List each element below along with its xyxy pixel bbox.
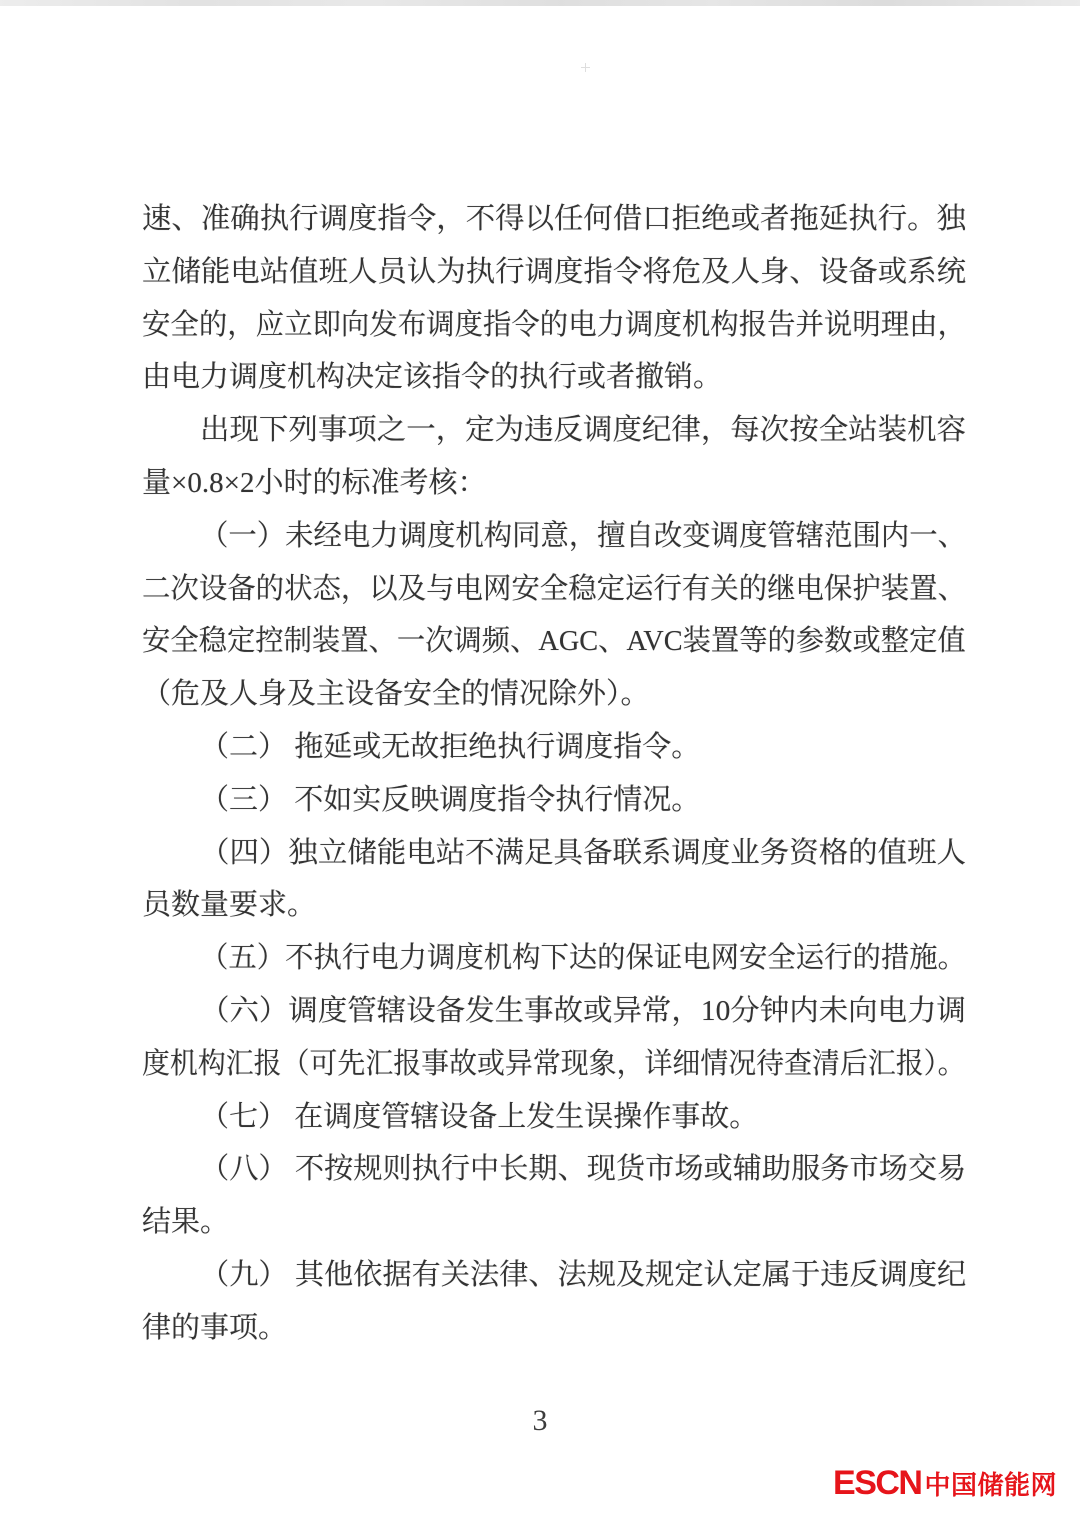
text-line — [142, 1143, 966, 1196]
text-line — [142, 563, 966, 616]
text-line-content: （一）未经电力调度机构同意，擅自改变调度管辖范围内一、 — [200, 519, 967, 552]
text-line — [142, 774, 966, 827]
text-line — [142, 668, 966, 721]
text-line-content: （三） 不如实反映调度指令执行情况。 — [200, 783, 701, 816]
text-line — [142, 299, 966, 352]
text-line — [142, 193, 966, 246]
text-line — [142, 1091, 966, 1144]
text-line-content: 立储能电站值班人员认为执行调度指令将危及人身、设备或系统 — [142, 255, 967, 288]
text-line-content: 二次设备的状态，以及与电网安全稳定运行有关的继电保护装置、 — [142, 572, 967, 605]
text-line-content: 结果。 — [142, 1206, 230, 1239]
text-line — [142, 1196, 966, 1249]
escn-logo-text: ESCN — [833, 1464, 922, 1502]
text-line-content: （四）独立储能电站不满足具备联系调度业务资格的值班人 — [200, 836, 967, 869]
text-line-content: 度机构汇报（可先汇报事故或异常现象，详细情况待查清后汇报）。 — [142, 1047, 966, 1080]
escn-site-name: 中国储能网 — [924, 1470, 1057, 1500]
text-line — [142, 879, 966, 932]
scan-edge-artifact — [0, 0, 1080, 6]
text-line-content: 安全稳定控制装置、一次调频、AGC、AVC装置等的参数或整定值 — [142, 625, 966, 658]
text-line — [142, 721, 966, 774]
text-line-content: 量×0.8×2小时的标准考核： — [142, 466, 487, 499]
text-line-content: 速、准确执行调度指令，不得以任何借口拒绝或者拖延执行。独 — [142, 203, 967, 235]
text-line-content: 律的事项。 — [142, 1311, 288, 1344]
text-line — [142, 1249, 966, 1302]
document-body — [142, 193, 966, 1355]
scan-speck — [581, 63, 590, 72]
text-line-content: （六）调度管辖设备发生事故或异常，10分钟内未向电力调 — [200, 994, 967, 1027]
text-line — [142, 351, 966, 404]
text-line — [142, 457, 966, 510]
text-line-content: （五）不执行电力调度机构下达的保证电网安全运行的措施。 — [200, 942, 967, 975]
text-line-content: （危及人身及主设备安全的情况除外）。 — [142, 678, 650, 711]
escn-watermark — [833, 1466, 1057, 1500]
text-line-content: （七） 在调度管辖设备上发生误操作事故。 — [200, 1100, 759, 1133]
text-line-content: 员数量要求。 — [142, 889, 317, 922]
text-line-content: （八） 不按规则执行中长期、现货市场或辅助服务市场交易 — [200, 1153, 967, 1186]
text-line-content: （二） 拖延或无故拒绝执行调度指令。 — [200, 730, 701, 763]
text-line — [142, 510, 966, 563]
text-line — [142, 1038, 966, 1091]
page-number: 3 — [532, 1404, 548, 1437]
text-line — [142, 932, 966, 985]
text-line — [142, 1302, 966, 1355]
text-line — [142, 827, 966, 880]
text-line-content: 出现下列事项之一，定为违反调度纪律，每次按全站装机容 — [200, 414, 967, 447]
text-line-content: 安全的，应立即向发布调度指令的电力调度机构报告并说明理由， — [142, 308, 967, 341]
text-line — [142, 615, 966, 668]
text-line-content: （九） 其他依据有关法律、法规及规定认定属于违反调度纪 — [200, 1258, 967, 1291]
text-line — [142, 404, 966, 457]
text-line-content: 由电力调度机构决定该指令的执行或者撤销。 — [142, 361, 723, 394]
text-line — [142, 246, 966, 299]
text-line — [142, 985, 966, 1038]
